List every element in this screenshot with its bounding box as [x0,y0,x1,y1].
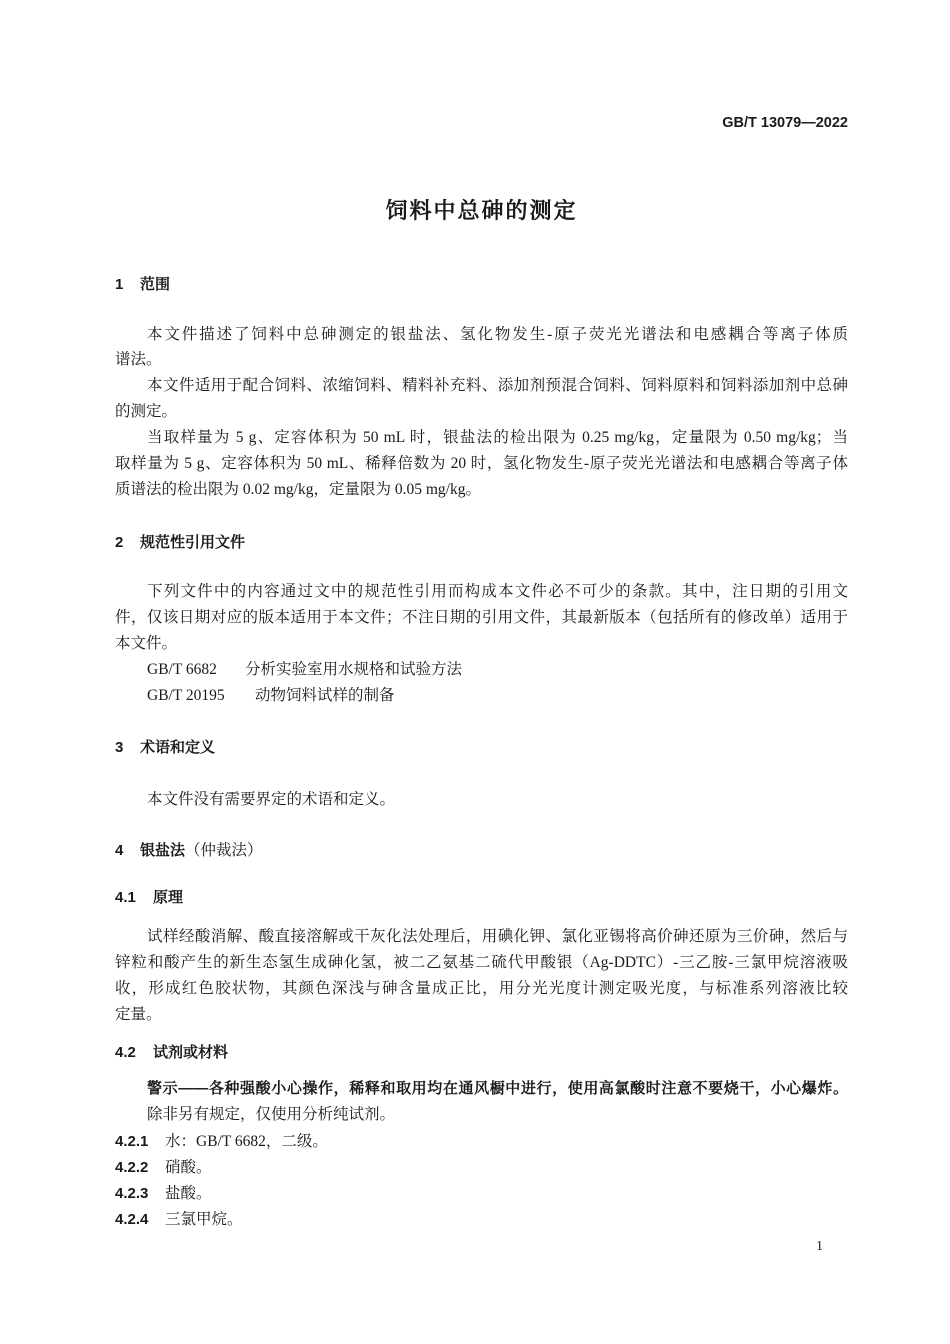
section-number: 3 [115,739,124,756]
section-number: 4 [115,842,124,859]
section-title: 术语和定义 [140,739,216,756]
paragraph-line: 本文件描述了饲料中总砷测定的银盐法、氢化物发生-原子荧光光谱法和电感耦合等离子体质 [147,326,848,343]
section-title: 原理 [153,889,184,906]
reference-item [147,684,848,708]
warning-text: 警示——各种强酸小心操作，稀释和取用均在通风橱中进行，使用高氯酸时注意不要烧干，小心爆炸。 [147,1080,848,1097]
document-title: 饲料中总砷的测定 [385,198,578,223]
paragraph-line: 谱法。 [115,351,162,368]
paragraph-line: 锌粒和酸产生的新生态氢生成砷化氢，被二乙氨基二硫代甲酸银（Ag-DDTC）-三乙胺-三氯甲烷溶液吸 [115,954,848,971]
section-title: 试剂或材料 [153,1044,229,1061]
section-number: 4.2 [115,1044,136,1061]
reagent-item [115,1208,243,1232]
subsection-4-2-heading [115,1041,228,1065]
item-text: 三氯甲烷。 [165,1211,243,1228]
section-title-note: （仲裁法） [185,842,263,859]
section-number: 4.1 [115,889,136,906]
section-title: 银盐法 [140,842,186,859]
paragraph-line: 本文件。 [115,635,178,652]
reagent-item [115,1156,212,1180]
paragraph-line: 质谱法的检出限为 0.02 mg/kg，定量限为 0.05 mg/kg。 [115,481,481,498]
section-2-heading [115,531,245,555]
paragraph-line: 收，形成红色胶状物，其颜色深浅与砷含量成正比，用分光光度计测定吸光度，与标准系列溶液比较 [115,980,848,997]
paragraph-line: 定量。 [115,1006,162,1023]
item-number: 4.2.2 [115,1159,149,1176]
paragraph-line: 的测定。 [115,403,178,420]
reagent-item [115,1130,328,1154]
paragraph-line: 件，仅该日期对应的版本适用于本文件；不注日期的引用文件，其最新版本（包括所有的修改单）适用于 [115,609,848,626]
reagent-item [115,1182,212,1206]
paragraph-line: 除非另有规定，仅使用分析纯试剂。 [147,1106,396,1123]
section-1-heading [115,273,170,297]
item-text: 水：GB/T 6682，二级。 [165,1133,328,1150]
paragraph-line: 本文件适用于配合饲料、浓缩饲料、精料补充料、添加剂预混合饲料、饲料原料和饲料添加剂中总砷 [147,377,848,394]
paragraph-line: 取样量为 5 g、定容体积为 50 mL、稀释倍数为 20 时，氢化物发生-原子荧光光谱法和电感耦合等离子体 [115,455,848,472]
section-4-heading [115,839,263,863]
paragraph-line: 本文件没有需要界定的术语和定义。 [147,791,396,808]
item-number: 4.2.1 [115,1133,149,1150]
reference-title: 动物饲料试样的制备 [255,687,395,704]
subsection-4-1-heading [115,886,183,910]
item-text: 硝酸。 [165,1159,212,1176]
page-number: 1 [816,1239,823,1254]
section-number: 2 [115,534,124,551]
reference-code: GB/T 6682 [147,661,217,678]
section-title: 规范性引用文件 [140,534,246,551]
item-text: 盐酸。 [165,1185,212,1202]
reference-item [147,658,848,682]
document-number: GB/T 13079—2022 [722,115,848,131]
section-number: 1 [115,276,124,293]
section-3-heading [115,736,215,760]
item-number: 4.2.3 [115,1185,149,1202]
reference-title: 分析实验室用水规格和试验方法 [245,661,463,678]
section-title: 范围 [140,276,171,293]
paragraph-line: 试样经酸消解、酸直接溶解或干灰化法处理后，用碘化钾、氯化亚锡将高价砷还原为三价砷，然后与 [147,928,848,945]
paragraph-line: 下列文件中的内容通过文中的规范性引用而构成本文件必不可少的条款。其中，注日期的引用文 [147,583,848,600]
item-number: 4.2.4 [115,1211,149,1228]
paragraph-line: 当取样量为 5 g、定容体积为 50 mL 时，银盐法的检出限为 0.25 mg/kg，定量限为 0.50 mg/kg；当 [147,429,848,446]
reference-code: GB/T 20195 [147,687,225,704]
